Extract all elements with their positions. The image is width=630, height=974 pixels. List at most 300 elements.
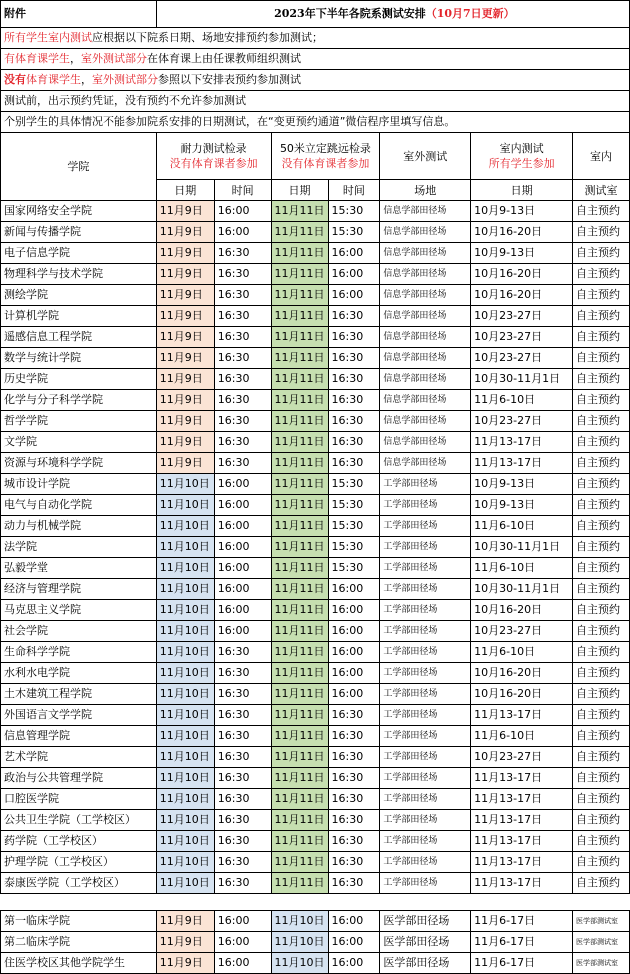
jump-time-cell: 16:00 xyxy=(328,285,380,306)
gap-cell xyxy=(271,894,328,911)
table-row xyxy=(1,600,630,621)
gap-cell xyxy=(380,894,471,911)
endurance-date-header: 日期 xyxy=(156,180,214,201)
endurance-date-cell: 11月10日 xyxy=(156,516,214,537)
endurance-time-cell: 16:30 xyxy=(214,327,271,348)
endurance-date-cell: 11月10日 xyxy=(156,474,214,495)
jump-time-cell: 16:30 xyxy=(328,306,380,327)
endurance-date-cell: 11月10日 xyxy=(156,726,214,747)
room-cell: 自主预约 xyxy=(573,432,630,453)
college-cell: 法学院 xyxy=(1,537,157,558)
college-cell: 资源与环境科学学院 xyxy=(1,453,157,474)
table-row xyxy=(1,453,630,474)
indoor-note: 所有学生参加 xyxy=(488,157,555,170)
venue-cell: 工学部田径场 xyxy=(380,558,471,579)
table-row xyxy=(1,726,630,747)
jump-time-cell: 16:00 xyxy=(328,932,380,953)
college-cell: 历史学院 xyxy=(1,369,157,390)
jump-time-cell: 16:00 xyxy=(328,600,380,621)
room-cell: 自主预约 xyxy=(573,453,630,474)
table-row xyxy=(1,411,630,432)
room-cell: 自主预约 xyxy=(573,726,630,747)
college-cell: 动力与机械学院 xyxy=(1,516,157,537)
jump-date-cell: 11月11日 xyxy=(271,852,328,873)
indoor-date-cell: 10月23-27日 xyxy=(471,327,573,348)
table-row xyxy=(1,810,630,831)
table-row xyxy=(1,495,630,516)
jump-time-cell: 16:30 xyxy=(328,369,380,390)
endurance-time-cell: 16:30 xyxy=(214,432,271,453)
note-2-text: 在体育课上由任课教师组织测试 xyxy=(147,52,301,65)
room-cell: 医学部测试室 xyxy=(573,932,630,953)
jump-date-cell: 11月11日 xyxy=(271,411,328,432)
jump-time-cell: 16:00 xyxy=(328,621,380,642)
room-cell: 自主预约 xyxy=(573,852,630,873)
table-row xyxy=(1,327,630,348)
endurance-time-cell: 16:00 xyxy=(214,621,271,642)
jump-time-cell: 16:30 xyxy=(328,411,380,432)
indoor-date-cell: 10月23-27日 xyxy=(471,348,573,369)
indoor-date-cell: 11月13-17日 xyxy=(471,810,573,831)
endurance-time-cell: 16:30 xyxy=(214,453,271,474)
college-cell: 城市设计学院 xyxy=(1,474,157,495)
table-row xyxy=(1,831,630,852)
jump-date-cell: 11月11日 xyxy=(271,348,328,369)
indoor-date-cell: 10月16-20日 xyxy=(471,684,573,705)
table-row xyxy=(1,474,630,495)
endurance-date-cell: 11月10日 xyxy=(156,747,214,768)
jump-time-cell: 16:00 xyxy=(328,663,380,684)
indoor-date-cell: 11月6-10日 xyxy=(471,642,573,663)
indoor-date-cell: 10月9-13日 xyxy=(471,495,573,516)
note-2-highlight-a: 有体育课学生 xyxy=(4,52,70,65)
endurance-time-cell: 16:30 xyxy=(214,726,271,747)
endurance-date-cell: 11月10日 xyxy=(156,579,214,600)
jump-time-cell: 15:30 xyxy=(328,558,380,579)
indoor-date-cell: 11月6-17日 xyxy=(471,932,573,953)
table-row xyxy=(1,201,630,222)
indoor-date-cell: 11月6-17日 xyxy=(471,953,573,974)
endurance-date-cell: 11月10日 xyxy=(156,663,214,684)
jump-date-cell: 11月11日 xyxy=(271,390,328,411)
endurance-date-cell: 11月9日 xyxy=(156,369,214,390)
room-cell: 自主预约 xyxy=(573,579,630,600)
endurance-time-cell: 16:00 xyxy=(214,932,271,953)
endurance-time-cell: 16:30 xyxy=(214,369,271,390)
table-row xyxy=(1,684,630,705)
room-cell: 自主预约 xyxy=(573,642,630,663)
venue-cell: 工学部田径场 xyxy=(380,663,471,684)
jump-date-cell: 11月11日 xyxy=(271,726,328,747)
medical-row xyxy=(1,932,630,953)
venue-cell: 工学部田径场 xyxy=(380,516,471,537)
indoor-date-cell: 10月16-20日 xyxy=(471,663,573,684)
endurance-time-cell: 16:30 xyxy=(214,705,271,726)
college-cell: 外国语言文学学院 xyxy=(1,705,157,726)
indoor-date-cell: 10月23-27日 xyxy=(471,621,573,642)
venue-cell: 工学部田径场 xyxy=(380,621,471,642)
venue-cell: 信息学部田径场 xyxy=(380,201,471,222)
endurance-date-cell: 11月9日 xyxy=(156,932,214,953)
room-cell: 自主预约 xyxy=(573,327,630,348)
room-cell: 自主预约 xyxy=(573,537,630,558)
table-row xyxy=(1,663,630,684)
jump-date-cell: 11月11日 xyxy=(271,747,328,768)
endurance-date-cell: 11月9日 xyxy=(156,411,214,432)
jump-time-cell: 16:30 xyxy=(328,348,380,369)
college-cell: 新闻与传播学院 xyxy=(1,222,157,243)
endurance-time-cell: 16:00 xyxy=(214,579,271,600)
room-cell: 自主预约 xyxy=(573,600,630,621)
jump-time-cell: 16:30 xyxy=(328,432,380,453)
indoor-date-cell: 11月6-17日 xyxy=(471,911,573,932)
update-note: （10月7日更新） xyxy=(425,7,515,20)
indoor-date-cell: 11月13-17日 xyxy=(471,705,573,726)
endurance-date-cell: 11月10日 xyxy=(156,810,214,831)
college-cell: 物理科学与技术学院 xyxy=(1,264,157,285)
room-cell: 自主预约 xyxy=(573,831,630,852)
endurance-time-cell: 16:00 xyxy=(214,558,271,579)
note-2-comma: ， xyxy=(70,52,81,65)
endurance-date-cell: 11月9日 xyxy=(156,327,214,348)
indoor-date-header: 日期 xyxy=(471,180,573,201)
table-row xyxy=(1,789,630,810)
room-cell: 自主预约 xyxy=(573,873,630,894)
indoor-date-cell: 10月30-11月1日 xyxy=(471,579,573,600)
jump-date-header: 日期 xyxy=(271,180,328,201)
venue-cell: 信息学部田径场 xyxy=(380,348,471,369)
endurance-time-cell: 16:30 xyxy=(214,306,271,327)
table-row xyxy=(1,222,630,243)
indoor-date-cell: 11月6-10日 xyxy=(471,726,573,747)
room-cell: 自主预约 xyxy=(573,201,630,222)
college-cell: 药学院（工学校区） xyxy=(1,831,157,852)
endurance-note: 没有体育课者参加 xyxy=(169,157,258,170)
endurance-date-cell: 11月10日 xyxy=(156,642,214,663)
jump-date-cell: 11月11日 xyxy=(271,327,328,348)
jump-header xyxy=(271,133,380,180)
college-cell: 国家网络安全学院 xyxy=(1,201,157,222)
room-cell: 自主预约 xyxy=(573,411,630,432)
jump-date-cell: 11月11日 xyxy=(271,705,328,726)
college-cell: 住医学校区其他学院学生 xyxy=(1,953,157,974)
note-3-text: 参照以下安排表预约参加测试 xyxy=(158,73,301,86)
venue-cell: 医学部田径场 xyxy=(380,932,471,953)
jump-date-cell: 11月11日 xyxy=(271,537,328,558)
college-cell: 计算机学院 xyxy=(1,306,157,327)
jump-date-cell: 11月10日 xyxy=(271,932,328,953)
college-cell: 化学与分子科学学院 xyxy=(1,390,157,411)
room-cell: 自主预约 xyxy=(573,789,630,810)
table-row xyxy=(1,243,630,264)
room-cell: 自主预约 xyxy=(573,747,630,768)
jump-date-cell: 11月11日 xyxy=(271,432,328,453)
college-cell: 土木建筑工程学院 xyxy=(1,684,157,705)
venue-cell: 工学部田径场 xyxy=(380,537,471,558)
endurance-time-cell: 16:30 xyxy=(214,663,271,684)
jump-note: 没有体育课者参加 xyxy=(281,157,370,170)
college-cell: 测绘学院 xyxy=(1,285,157,306)
college-cell: 社会学院 xyxy=(1,621,157,642)
table-row xyxy=(1,873,630,894)
jump-time-cell: 16:30 xyxy=(328,726,380,747)
jump-date-cell: 11月11日 xyxy=(271,306,328,327)
jump-time-cell: 16:30 xyxy=(328,327,380,348)
endurance-time-cell: 16:30 xyxy=(214,642,271,663)
jump-date-cell: 11月11日 xyxy=(271,474,328,495)
note-line-2 xyxy=(1,49,630,70)
endurance-date-cell: 11月9日 xyxy=(156,348,214,369)
venue-cell: 信息学部田径场 xyxy=(380,222,471,243)
gap-cell xyxy=(156,894,214,911)
room-cell: 医学部测试室 xyxy=(573,953,630,974)
table-row xyxy=(1,558,630,579)
venue-cell: 信息学部田径场 xyxy=(380,306,471,327)
table-row xyxy=(1,369,630,390)
college-cell: 马克思主义学院 xyxy=(1,600,157,621)
gap-cell xyxy=(471,894,573,911)
indoor-date-cell: 11月13-17日 xyxy=(471,453,573,474)
jump-date-cell: 11月11日 xyxy=(271,558,328,579)
jump-time-cell: 15:30 xyxy=(328,537,380,558)
room-cell: 自主预约 xyxy=(573,516,630,537)
college-cell: 文学院 xyxy=(1,432,157,453)
endurance-time-cell: 16:00 xyxy=(214,953,271,974)
indoor-date-cell: 10月16-20日 xyxy=(471,285,573,306)
page-title xyxy=(156,1,629,28)
endurance-time-cell: 16:30 xyxy=(214,873,271,894)
venue-cell: 工学部田径场 xyxy=(380,852,471,873)
venue-cell: 工学部田径场 xyxy=(380,600,471,621)
endurance-date-cell: 11月9日 xyxy=(156,285,214,306)
indoor-date-cell: 10月23-27日 xyxy=(471,747,573,768)
table-row xyxy=(1,285,630,306)
college-header: 学院 xyxy=(1,133,157,201)
endurance-date-cell: 11月9日 xyxy=(156,306,214,327)
jump-date-cell: 11月11日 xyxy=(271,789,328,810)
venue-cell: 工学部田径场 xyxy=(380,768,471,789)
endurance-date-cell: 11月9日 xyxy=(156,201,214,222)
indoor-header-2: 室内 xyxy=(573,133,630,180)
jump-time-cell: 16:30 xyxy=(328,390,380,411)
jump-time-cell: 15:30 xyxy=(328,495,380,516)
room-cell: 自主预约 xyxy=(573,621,630,642)
jump-date-cell: 11月11日 xyxy=(271,810,328,831)
table-row xyxy=(1,306,630,327)
endurance-date-cell: 11月9日 xyxy=(156,911,214,932)
table-row xyxy=(1,642,630,663)
room-cell: 自主预约 xyxy=(573,390,630,411)
indoor-date-cell: 11月6-10日 xyxy=(471,558,573,579)
endurance-header xyxy=(156,133,271,180)
venue-cell: 工学部田径场 xyxy=(380,831,471,852)
endurance-time-cell: 16:30 xyxy=(214,684,271,705)
table-row xyxy=(1,264,630,285)
indoor-date-cell: 10月16-20日 xyxy=(471,264,573,285)
indoor-date-cell: 11月6-10日 xyxy=(471,390,573,411)
indoor-date-cell: 11月13-17日 xyxy=(471,873,573,894)
gap-cell xyxy=(328,894,380,911)
note-line-4: 测试前，出示预约凭证，没有预约不允许参加测试 xyxy=(1,91,630,112)
endurance-time-cell: 16:30 xyxy=(214,285,271,306)
jump-date-cell: 11月10日 xyxy=(271,953,328,974)
endurance-time-cell: 16:30 xyxy=(214,768,271,789)
jump-date-cell: 11月11日 xyxy=(271,201,328,222)
indoor-date-cell: 10月30-11月1日 xyxy=(471,537,573,558)
table-row xyxy=(1,768,630,789)
endurance-date-cell: 11月9日 xyxy=(156,432,214,453)
room-cell: 自主预约 xyxy=(573,495,630,516)
medical-row xyxy=(1,953,630,974)
endurance-time-cell: 16:30 xyxy=(214,831,271,852)
indoor-date-cell: 10月9-13日 xyxy=(471,201,573,222)
endurance-time-cell: 16:30 xyxy=(214,852,271,873)
attachment-label: 附件 xyxy=(1,1,157,28)
room-cell: 自主预约 xyxy=(573,810,630,831)
college-cell: 遥感信息工程学院 xyxy=(1,327,157,348)
college-cell: 政治与公共管理学院 xyxy=(1,768,157,789)
endurance-date-cell: 11月9日 xyxy=(156,243,214,264)
jump-time-cell: 16:00 xyxy=(328,579,380,600)
endurance-time-cell: 16:00 xyxy=(214,495,271,516)
room-cell: 自主预约 xyxy=(573,243,630,264)
venue-cell: 工学部田径场 xyxy=(380,789,471,810)
jump-time-cell: 16:30 xyxy=(328,810,380,831)
jump-time-cell: 16:30 xyxy=(328,831,380,852)
endurance-time-cell: 16:00 xyxy=(214,222,271,243)
indoor-date-cell: 11月6-10日 xyxy=(471,516,573,537)
endurance-date-cell: 11月9日 xyxy=(156,953,214,974)
endurance-time-cell: 16:00 xyxy=(214,201,271,222)
gap-cell xyxy=(214,894,271,911)
indoor-date-cell: 11月13-17日 xyxy=(471,852,573,873)
room-cell: 自主预约 xyxy=(573,264,630,285)
jump-time-cell: 16:30 xyxy=(328,768,380,789)
table-row xyxy=(1,747,630,768)
room-cell: 自主预约 xyxy=(573,348,630,369)
room-cell: 自主预约 xyxy=(573,663,630,684)
endurance-date-cell: 11月10日 xyxy=(156,537,214,558)
venue-cell: 信息学部田径场 xyxy=(380,264,471,285)
table-row xyxy=(1,621,630,642)
endurance-time-cell: 16:00 xyxy=(214,537,271,558)
endurance-date-cell: 11月10日 xyxy=(156,558,214,579)
venue-cell: 医学部田径场 xyxy=(380,911,471,932)
endurance-time-cell: 16:30 xyxy=(214,747,271,768)
college-cell: 水利水电学院 xyxy=(1,663,157,684)
college-cell: 公共卫生学院（工学校区） xyxy=(1,810,157,831)
jump-date-cell: 11月11日 xyxy=(271,243,328,264)
venue-cell: 工学部田径场 xyxy=(380,642,471,663)
endurance-date-cell: 11月10日 xyxy=(156,600,214,621)
venue-cell: 医学部田径场 xyxy=(380,953,471,974)
endurance-date-cell: 11月9日 xyxy=(156,264,214,285)
jump-time-cell: 16:00 xyxy=(328,243,380,264)
venue-cell: 工学部田径场 xyxy=(380,726,471,747)
venue-cell: 工学部田径场 xyxy=(380,873,471,894)
endurance-time-cell: 16:30 xyxy=(214,243,271,264)
college-cell: 第一临床学院 xyxy=(1,911,157,932)
endurance-date-cell: 11月10日 xyxy=(156,495,214,516)
endurance-time-cell: 16:30 xyxy=(214,789,271,810)
jump-date-cell: 11月11日 xyxy=(271,642,328,663)
endurance-time-cell: 16:00 xyxy=(214,474,271,495)
venue-cell: 工学部田径场 xyxy=(380,684,471,705)
jump-time-cell: 15:30 xyxy=(328,516,380,537)
note-3-highlight-c: 室外测试部分 xyxy=(92,73,158,86)
outdoor-header: 室外测试 xyxy=(380,133,471,180)
endurance-date-cell: 11月10日 xyxy=(156,705,214,726)
college-cell: 电气与自动化学院 xyxy=(1,495,157,516)
college-cell: 艺术学院 xyxy=(1,747,157,768)
endurance-time-cell: 16:00 xyxy=(214,911,271,932)
note-2-highlight-b: 室外测试部分 xyxy=(81,52,147,65)
endurance-date-cell: 11月10日 xyxy=(156,684,214,705)
jump-time-cell: 16:00 xyxy=(328,684,380,705)
jump-time-header: 时间 xyxy=(328,180,380,201)
college-cell: 第二临床学院 xyxy=(1,932,157,953)
table-row xyxy=(1,705,630,726)
endurance-date-cell: 11月9日 xyxy=(156,390,214,411)
jump-date-cell: 11月11日 xyxy=(271,621,328,642)
venue-cell: 工学部田径场 xyxy=(380,747,471,768)
indoor-title: 室内测试 xyxy=(499,142,544,155)
jump-time-cell: 16:00 xyxy=(328,264,380,285)
jump-time-cell: 16:30 xyxy=(328,747,380,768)
table-row xyxy=(1,516,630,537)
table-row xyxy=(1,852,630,873)
indoor-date-cell: 11月13-17日 xyxy=(471,768,573,789)
venue-cell: 信息学部田径场 xyxy=(380,432,471,453)
endurance-time-cell: 16:00 xyxy=(214,600,271,621)
venue-cell: 信息学部田径场 xyxy=(380,327,471,348)
endurance-time-cell: 16:30 xyxy=(214,390,271,411)
table-row xyxy=(1,537,630,558)
room-cell: 自主预约 xyxy=(573,705,630,726)
jump-date-cell: 11月11日 xyxy=(271,831,328,852)
gap-cell xyxy=(573,894,630,911)
jump-time-cell: 16:30 xyxy=(328,789,380,810)
college-cell: 数学与统计学院 xyxy=(1,348,157,369)
endurance-date-cell: 11月9日 xyxy=(156,222,214,243)
title-text: 2023年下半年各院系测试安排 xyxy=(274,7,426,20)
room-cell: 医学部测试室 xyxy=(573,911,630,932)
room-cell: 自主预约 xyxy=(573,474,630,495)
indoor-date-cell: 10月9-13日 xyxy=(471,243,573,264)
college-cell: 电子信息学院 xyxy=(1,243,157,264)
note-line-1 xyxy=(1,28,630,49)
endurance-date-cell: 11月10日 xyxy=(156,873,214,894)
jump-time-cell: 16:00 xyxy=(328,642,380,663)
jump-time-cell: 15:30 xyxy=(328,201,380,222)
jump-date-cell: 11月11日 xyxy=(271,516,328,537)
indoor-date-cell: 10月23-27日 xyxy=(471,411,573,432)
note-3-highlight-a: 没有 xyxy=(4,73,26,86)
college-cell: 信息管理学院 xyxy=(1,726,157,747)
room-cell: 自主预约 xyxy=(573,684,630,705)
venue-cell: 工学部田径场 xyxy=(380,474,471,495)
venue-cell: 信息学部田径场 xyxy=(380,390,471,411)
venue-cell: 信息学部田径场 xyxy=(380,411,471,432)
jump-date-cell: 11月11日 xyxy=(271,600,328,621)
note-3-highlight-b: 体育课学生 xyxy=(26,73,81,86)
indoor-date-cell: 11月13-17日 xyxy=(471,432,573,453)
jump-time-cell: 15:30 xyxy=(328,474,380,495)
table-row xyxy=(1,432,630,453)
jump-time-cell: 16:30 xyxy=(328,873,380,894)
room-cell: 自主预约 xyxy=(573,306,630,327)
jump-date-cell: 11月11日 xyxy=(271,663,328,684)
